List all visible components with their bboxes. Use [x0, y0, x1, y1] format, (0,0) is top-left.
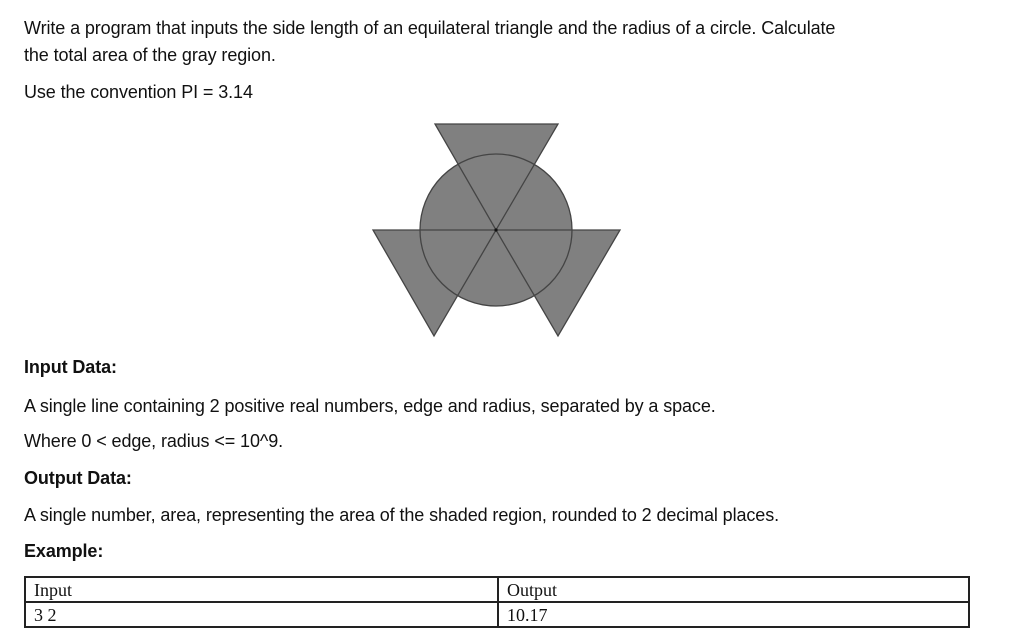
table-header-row: [25, 577, 969, 602]
header-output: Output: [498, 577, 969, 602]
input-description: A single line containing 2 positive real numbers, edge and radius, separated by a space.: [24, 396, 716, 416]
center-point: [494, 228, 497, 231]
pi-convention: Use the convention PI = 3.14: [24, 82, 253, 102]
intro-line-2: the total area of the gray region.: [24, 45, 276, 65]
table-row: [25, 602, 969, 627]
example-heading: Example:: [24, 541, 104, 561]
input-constraints: Where 0 < edge, radius <= 10^9.: [24, 431, 284, 451]
output-data-heading: Output Data:: [24, 468, 132, 488]
example-table: [24, 576, 970, 628]
input-data-heading: Input Data:: [24, 357, 117, 377]
cell-output: 10.17: [498, 602, 969, 627]
header-input: Input: [25, 577, 498, 602]
output-description: A single number, area, representing the area of the shaded region, rounded to 2 decimal places.: [24, 505, 779, 525]
intro-line-1: Write a program that inputs the side length of an equilateral triangle and the radius of a circle. Calculate: [24, 18, 836, 38]
cell-input: 3 2: [25, 602, 498, 627]
